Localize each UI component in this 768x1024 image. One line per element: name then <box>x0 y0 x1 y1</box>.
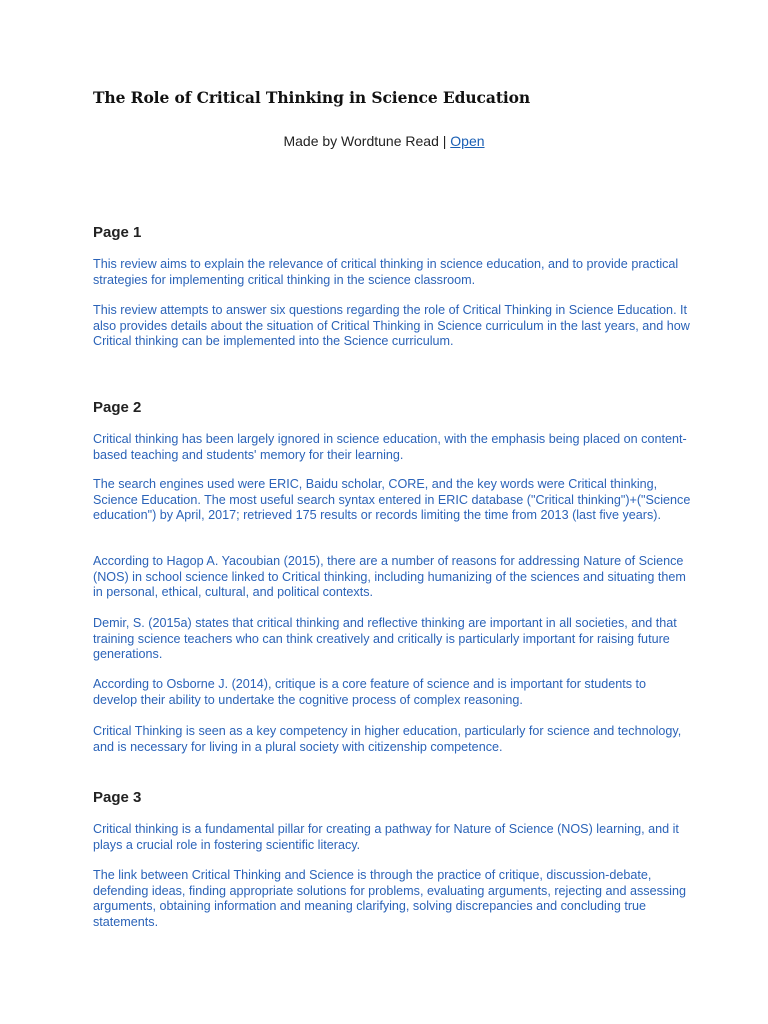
summary-paragraph: Critical thinking has been largely ignored in science education, with the emphasis being placed on content-based teaching and students' memory for their learning. <box>93 432 687 462</box>
summary-paragraph: Critical thinking is a fundamental pillar for creating a pathway for Nature of Science (NOS) learning, and it plays a crucial role in fostering scientific literacy. <box>93 822 679 852</box>
summary-paragraph: Critical Thinking is seen as a key competency in higher education, particularly for science and technology, and is necessary for living in a plural society with citizenship competence. <box>93 724 682 754</box>
summary-paragraph: According to Hagop A. Yacoubian (2015), there are a number of reasons for addressing Nature of Science (NOS) in school science linked to Critical thinking, including humanizing of the sciences and situating them in personal, ethical, cultural, and political contexts. <box>93 554 686 600</box>
made-by-line <box>0 133 768 149</box>
section-heading-page-2: Page 2 <box>93 399 142 416</box>
summary-paragraph: Demir, S. (2015a) states that critical thinking and reflective thinking are important in all societies, and that training science teachers who can think creatively and critically is particularly important for raising future generations. <box>93 616 677 662</box>
open-link[interactable]: Open <box>450 133 485 149</box>
summary-paragraph: This review aims to explain the relevance of critical thinking in science education, and to provide practical strategies for implementing critical thinking in the science classroom. <box>93 257 679 287</box>
section-heading-page-3: Page 3 <box>93 789 142 806</box>
summary-paragraph: The search engines used were ERIC, Baidu scholar, CORE, and the key words were Critical thinking, Science Education. The most useful search syntax entered in ERIC database ("Critical thinking")+("Science education") by April, 2017; retrieved 175 results or records limiting the time from 2013 (last five years). <box>93 477 691 523</box>
summary-paragraph: This review attempts to answer six questions regarding the role of Critical Thinking in Science Education. It also provides details about the situation of Critical Thinking in Science curriculum in the last years, and how Critical thinking can be implemented into the Science curriculum. <box>93 303 690 349</box>
summary-paragraph: According to Osborne J. (2014), critique is a core feature of science and is important for students to develop their ability to undertake the cognitive process of complex reasoning. <box>93 677 647 707</box>
made-by-text: Made by Wordtune Read | <box>283 133 447 149</box>
section-heading-page-1: Page 1 <box>93 224 142 241</box>
summary-paragraph: The link between Critical Thinking and Science is through the practice of critique, discussion-debate, defending ideas, finding appropriate solutions for problems, evaluating arguments, rejecting and assessing arguments, obtaining information and meaning clarifying, solving discrepancies and concluding true statements. <box>93 868 686 929</box>
document-title: The Role of Critical Thinking in Science Education <box>93 88 531 107</box>
